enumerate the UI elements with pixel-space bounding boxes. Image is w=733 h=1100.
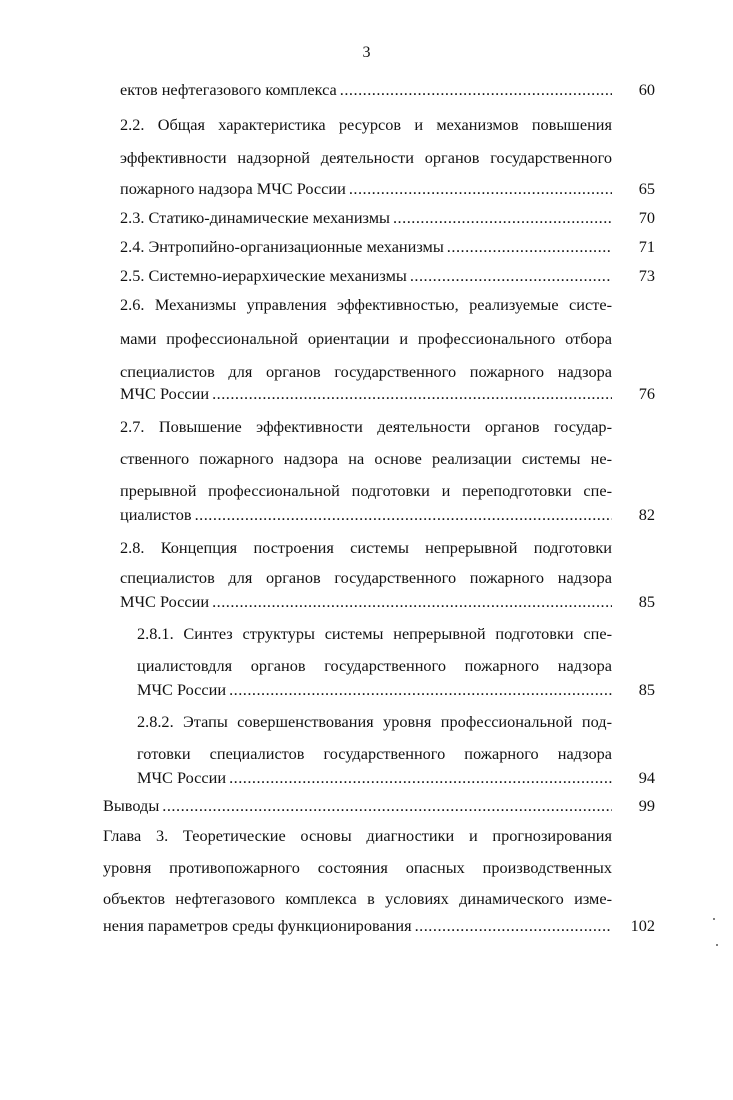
toc-entry-line: прерывной профессиональной подготовки и переподготовки спе- [120,481,612,500]
toc-entry-last-line: МЧС России ..... [120,592,612,612]
toc-page-number: 71 [638,237,655,256]
toc-entry-line: объектов нефтегазового комплекса в условиях динамического изме- [103,889,612,908]
toc-entry-last-line: нения параметров среды функционирования ..... [103,916,612,936]
dot-leader [340,80,612,100]
dot-leader [410,266,612,286]
toc-page-number: 70 [638,208,655,227]
toc-entry-last-line: МЧС России ..... [137,680,612,700]
dot-leader [229,768,612,788]
toc-entry-last-line: МЧС России ..... [120,384,612,404]
toc-page-number: 85 [638,592,655,611]
toc-entry-sect-2-3: 2.3. Статико-динамические механизмы ..... [120,208,612,228]
toc-page-number: 85 [638,680,655,699]
toc-entry-line: 2.8.2. Этапы совершенствования уровня профессиональной под- [137,712,612,731]
scan-speck [713,918,715,920]
toc-entry-line: готовки специалистов государственного пожарного надзора [137,744,612,763]
toc-entry-sect-2-5: 2.5. Системно-иерархические механизмы ..... [120,266,612,286]
toc-entry-last-line: циалистов ..... [120,505,612,525]
toc-entry-line: 2.8. Концепция построения системы непрерывной подготовки [120,538,612,557]
toc-entry-line: специалистов для органов государственного пожарного надзора [120,362,612,381]
toc-page-number: 65 [638,179,655,198]
toc-entry-last-line: пожарного надзора МЧС России ..... [120,179,612,199]
toc-page-number: 76 [638,384,655,403]
toc-entry-conclusions: Выводы ..... [103,796,612,816]
toc-entry-line: Глава 3. Теоретические основы диагностики и прогнозирования [103,826,612,845]
dot-leader [393,208,612,228]
toc-entry-line: 2.8.1. Синтез структуры системы непрерывной подготовки спе- [137,624,612,643]
dot-leader [195,505,612,525]
toc-page-number: 94 [638,768,655,787]
toc-entry-line: специалистов для органов государственного пожарного надзора [120,568,612,587]
scan-speck [716,944,718,946]
toc-page-number: 82 [638,505,655,524]
toc-entry-line: эффективности надзорной деятельности органов государственного [120,148,612,167]
dot-leader [212,384,612,404]
toc-entry-line: 2.2. Общая характеристика ресурсов и механизмов повышения [120,115,612,134]
toc-page-number: 60 [638,80,655,99]
dot-leader [229,680,612,700]
toc-entry-line: ственного пожарного надзора на основе реализации системы не- [120,449,612,468]
toc-entry-sect-2-4: 2.4. Энтропийно-организационные механизмы ..... [120,237,612,257]
toc-page-number: 73 [638,266,655,285]
toc-entry-line: 2.6. Механизмы управления эффективностью, реализуемые систе- [120,295,612,314]
page-number: 3 [362,44,371,61]
toc-page-number: 102 [630,916,655,935]
toc-entry-line: 2.7. Повышение эффективности деятельности органов государ- [120,417,612,436]
toc-entry-last-line: МЧС России ..... [137,768,612,788]
toc-entry-text: ектов нефтегазового комплекса [120,80,337,99]
toc-entry-line: циалистовдля органов государственного пожарного надзора [137,656,612,675]
dot-leader [415,916,612,936]
dot-leader [349,179,612,199]
dot-leader [162,796,612,816]
toc-entry-line: уровня противопожарного состояния опасных производственных [103,858,612,877]
dot-leader [212,592,612,612]
dot-leader [447,237,612,257]
toc-entry-fragment [120,80,612,100]
toc-page-number: 99 [638,796,655,815]
toc-entry-line: мами профессиональной ориентации и профессионального отбора [120,329,612,348]
